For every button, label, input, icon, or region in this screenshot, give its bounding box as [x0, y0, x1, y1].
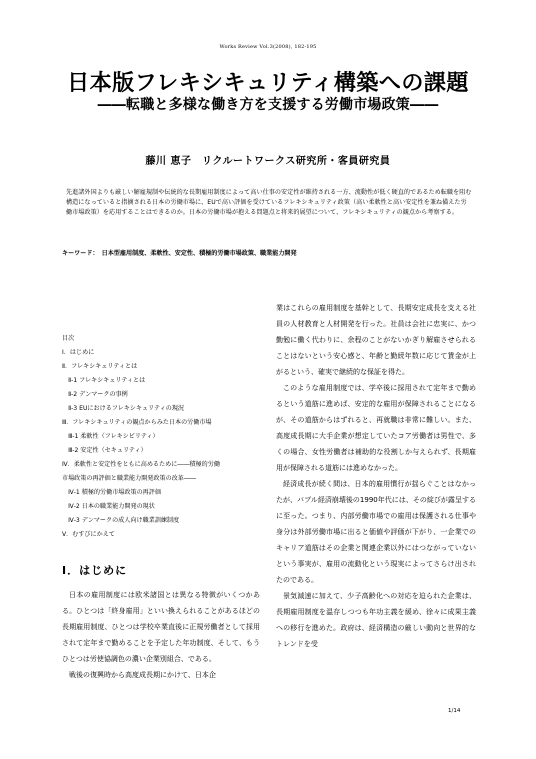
body-text-left-column	[62, 587, 260, 683]
toc-item: Ⅱ．フレキシキュリティとは	[62, 363, 138, 370]
toc-item: Ⅱ-2 デンマークの事例	[62, 391, 128, 398]
toc-item: 市場政策の再評価と職業能力開発政策の改革――	[62, 475, 197, 482]
author-line: 藤川 恵子 リクルートワークス研究所・客員研究員	[145, 156, 391, 167]
toc-item: Ⅲ-2 安定性（セキュリティ）	[62, 447, 147, 454]
section-heading: Ⅰ．はじめに	[62, 564, 128, 577]
paragraph: 日本の雇用制度には欧米諸国とは異なる特徴がいくつかある。ひとつは「終身雇用」といい換えられることがあるほどの長期雇用制度、ひとつは学校卒業直後に正規労働者として採用されて定年まで勤めることを予定した年功制度、そして、もうひとつは労使協調色の濃い企業別組合、である。	[62, 591, 260, 663]
toc-item: Ⅱ-1 フレキシキュリティとは	[62, 377, 146, 384]
toc-item: Ⅳ-1 積極的労働市場政策の再評価	[62, 489, 161, 496]
paper-title: 日本版フレキシキュリティ構築への課題	[67, 71, 469, 96]
toc-item: Ⅳ-2 日本の職業能力開発の現状	[62, 503, 155, 510]
paragraph: 経済成長が続く間は、日本的雇用慣行が揺らぐことはなかったが、バブル経済崩壊後の1990年代には、その綻びが露呈するに至った。つまり、内部労働市場での雇用は保護される仕事や身分は外部労働市場に出ると価値や評価が下がり、一企業でのキャリア道筋はその企業と関連企業以外にはつながっていないという事実が、雇用の流動化という現実によってさらけ出されたのである。	[276, 480, 476, 584]
body-text-right-column	[276, 300, 476, 652]
paper-subtitle: ――転職と多様な働き方を支援する労働市場政策――	[97, 97, 439, 113]
paragraph: このような雇用制度では、学卒後に採用されて定年まで勤めるという道筋に進めば、安定的な雇用が保障されることになるが、その道筋からはずれると、再就職は非常に難しい。また、高度成長期に大手企業が想定していたコア労働者は男性で、多くの場合、女性労働者は補助的な役割しか与えられず、長期雇用が保障される道筋には進めなかった。	[276, 384, 476, 472]
journal-header: Works Review Vol.3(2008), 182-195	[219, 44, 317, 50]
paragraph: 業はこれらの雇用制度を基幹として、長期安定成長を支える社員の人材教育と人材開発を行った。社員は会社に忠実に、かつ勤勉に働く代わりに、余程のことがないかぎり解雇させられることはないという安心感と、年齢と勤続年数に応じて賃金が上がるという、確実で継続的な保証を得た。	[276, 304, 476, 376]
keywords: キーワード： 日本型雇用制度、柔軟性、安定性、積極的労働市場政策、職業能力開発	[62, 250, 297, 257]
toc-heading: 目次	[62, 335, 75, 342]
toc-item: Ⅲ-1 柔軟性（フレキシビリティ）	[62, 433, 159, 440]
toc-item: Ⅳ-3 デンマークの成人向け職業訓練制度	[62, 517, 180, 524]
page-number: 1/14	[448, 708, 461, 714]
toc-item: Ⅰ．はじめに	[62, 349, 95, 356]
toc-item: Ⅲ．フレキシキュリティの観点からみた日本の労働市場	[62, 419, 212, 426]
toc-item: Ⅴ．むすびにかえて	[62, 531, 115, 538]
toc-item: Ⅳ．柔軟性と安定性をともに高めるために――積極的労働	[62, 461, 220, 468]
paragraph: 景気減速に加えて、少子高齢化への対応を迫られた企業は、長期雇用制度を温存しつつも年功主義を緩め、徐々に成果主義への移行を進めた。政府は、経済構造の厳しい動向と世界的なトレンドを受	[276, 592, 476, 648]
toc-item: Ⅱ-3 EUにおけるフレキシキュリティの現況	[62, 405, 185, 412]
table-of-contents	[62, 332, 257, 542]
abstract: 先進諸外国よりも厳しい解雇規制や伝統的な長期雇用制度によって高い仕事の安定性が維持される一方、流動性が低く硬直的であるため転職を阻む構造になっていると指摘される日本の労働市場に、EUで高い評価を受けているフレキシキュリティ政策（高い柔軟性と高い安定性を兼ね備えた労働市場政策）を応用することはできるのか。日本の労働市場が抱える問題点と将来的展望について、フレキシキュリティの観点から考察する。	[66, 189, 472, 216]
paragraph: 戦後の復興時から高度成長期にかけて、日本企	[69, 671, 216, 679]
